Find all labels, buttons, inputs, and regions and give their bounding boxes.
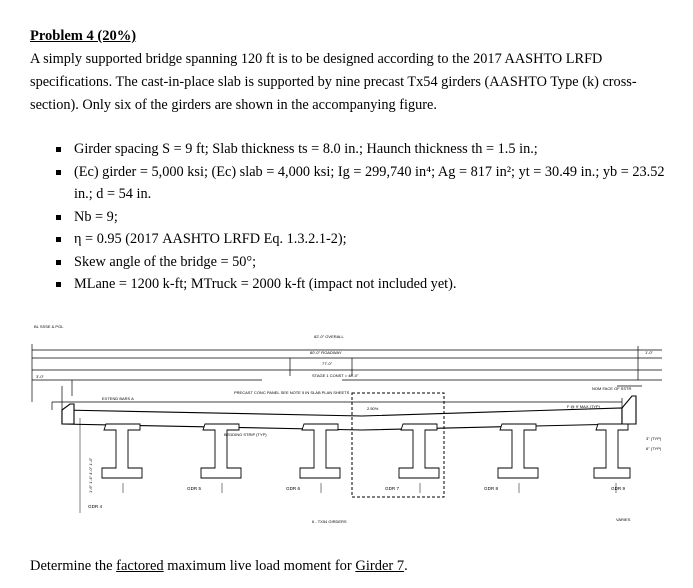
girder-label-6: GDR 6 <box>286 486 301 491</box>
bullet-icon <box>56 215 61 220</box>
roadway-width-label: 80'-0" ROADWAY <box>310 350 342 355</box>
bullet-icon <box>56 237 61 242</box>
half-width-label: 77'-0" <box>322 361 333 366</box>
list-item: η = 0.95 (2017 AASHTO LRFD Eq. 1.3.2.1-2); <box>56 228 666 251</box>
question-text: Determine the factored maximum live load moment for Girder 7. <box>30 558 408 574</box>
bullet-icon <box>56 260 61 265</box>
girder-label-9: GDR 9 <box>611 486 626 491</box>
list-item: Girder spacing S = 9 ft; Slab thickness ts = 8.0 in.; Haunch thickness th = 1.5 in.; <box>56 138 666 161</box>
bedding-strip-label: BEDDING STRIP (TYP) <box>224 432 267 437</box>
bullet-icon <box>56 147 61 152</box>
list-item: Nb = 9; <box>56 206 666 229</box>
girder-reference: Girder 7 <box>355 558 405 574</box>
extend-bars-label: EXTEND BARS A <box>102 396 134 401</box>
six-inch-label: 6" (TYP) <box>646 446 662 451</box>
problem-title: Problem 4 (20%) <box>30 28 137 44</box>
right-dimension-label: 1'-0" <box>645 350 653 355</box>
girder-7-highlight <box>352 393 444 497</box>
given-data-list <box>56 138 666 296</box>
ledge-dimensions-label: 1'-6" 1'-4" 4'-0" 1'-4" <box>88 457 93 493</box>
girder-label-8: GDR 8 <box>484 486 499 491</box>
girder-group <box>102 424 630 478</box>
bullet-icon <box>56 282 61 287</box>
list-item: (Ec) girder = 5,000 ksi; (Ec) slab = 4,000 ksi; Ig = 299,740 in⁴; Ag = 817 in²; yt = 30.49 in.; yb = 23.52 in.; d = 54 in. <box>56 161 666 206</box>
girder-label-4: GDR 4 <box>88 504 103 509</box>
stage-label: STAGE 1 CONST = 48'-0" <box>312 373 359 378</box>
spacing-label: F @ 9' MAX (TYP) <box>567 404 601 409</box>
factored-word: factored <box>116 558 164 574</box>
overall-width-label: 82'-0" OVERALL <box>314 334 344 339</box>
varies-label: VARIES <box>616 517 631 522</box>
bridge-cross-section-drawing <box>22 318 672 533</box>
girder-label-7: GDR 7 <box>385 486 400 491</box>
list-item: Skew angle of the bridge = 50°; <box>56 251 666 274</box>
girder-label-5: GDR 5 <box>187 486 202 491</box>
bullet-icon <box>56 170 61 175</box>
left-dimension-label: 3'-0" <box>36 374 44 379</box>
bl-pgl-label: BL SSSE & PGL <box>34 324 64 329</box>
precast-panel-label: PRECAST CONC PANEL SEE NOTE 5 IN SLAB PLAN SHEETS <box>234 390 350 395</box>
nom-face-label: NOM FACE OF SSTR <box>592 386 632 391</box>
three-inch-label: 3" (TYP) <box>646 436 662 441</box>
tx54-label: 6 - TX54 GIRDERS <box>312 519 347 524</box>
list-item: MLane = 1200 k-ft; MTruck = 2000 k-ft (impact not included yet). <box>56 273 666 296</box>
problem-statement: A simply supported bridge spanning 120 ft is to be designed according to the 2017 AASHTO LRFD specifications. The cast-in-place slab is supported by nine precast Tx54 girders (AASHTO Type (k) cross-section). Only six of the girders are shown in the accompanying figure. <box>30 51 637 113</box>
slope-label: 2.50% <box>367 406 379 411</box>
